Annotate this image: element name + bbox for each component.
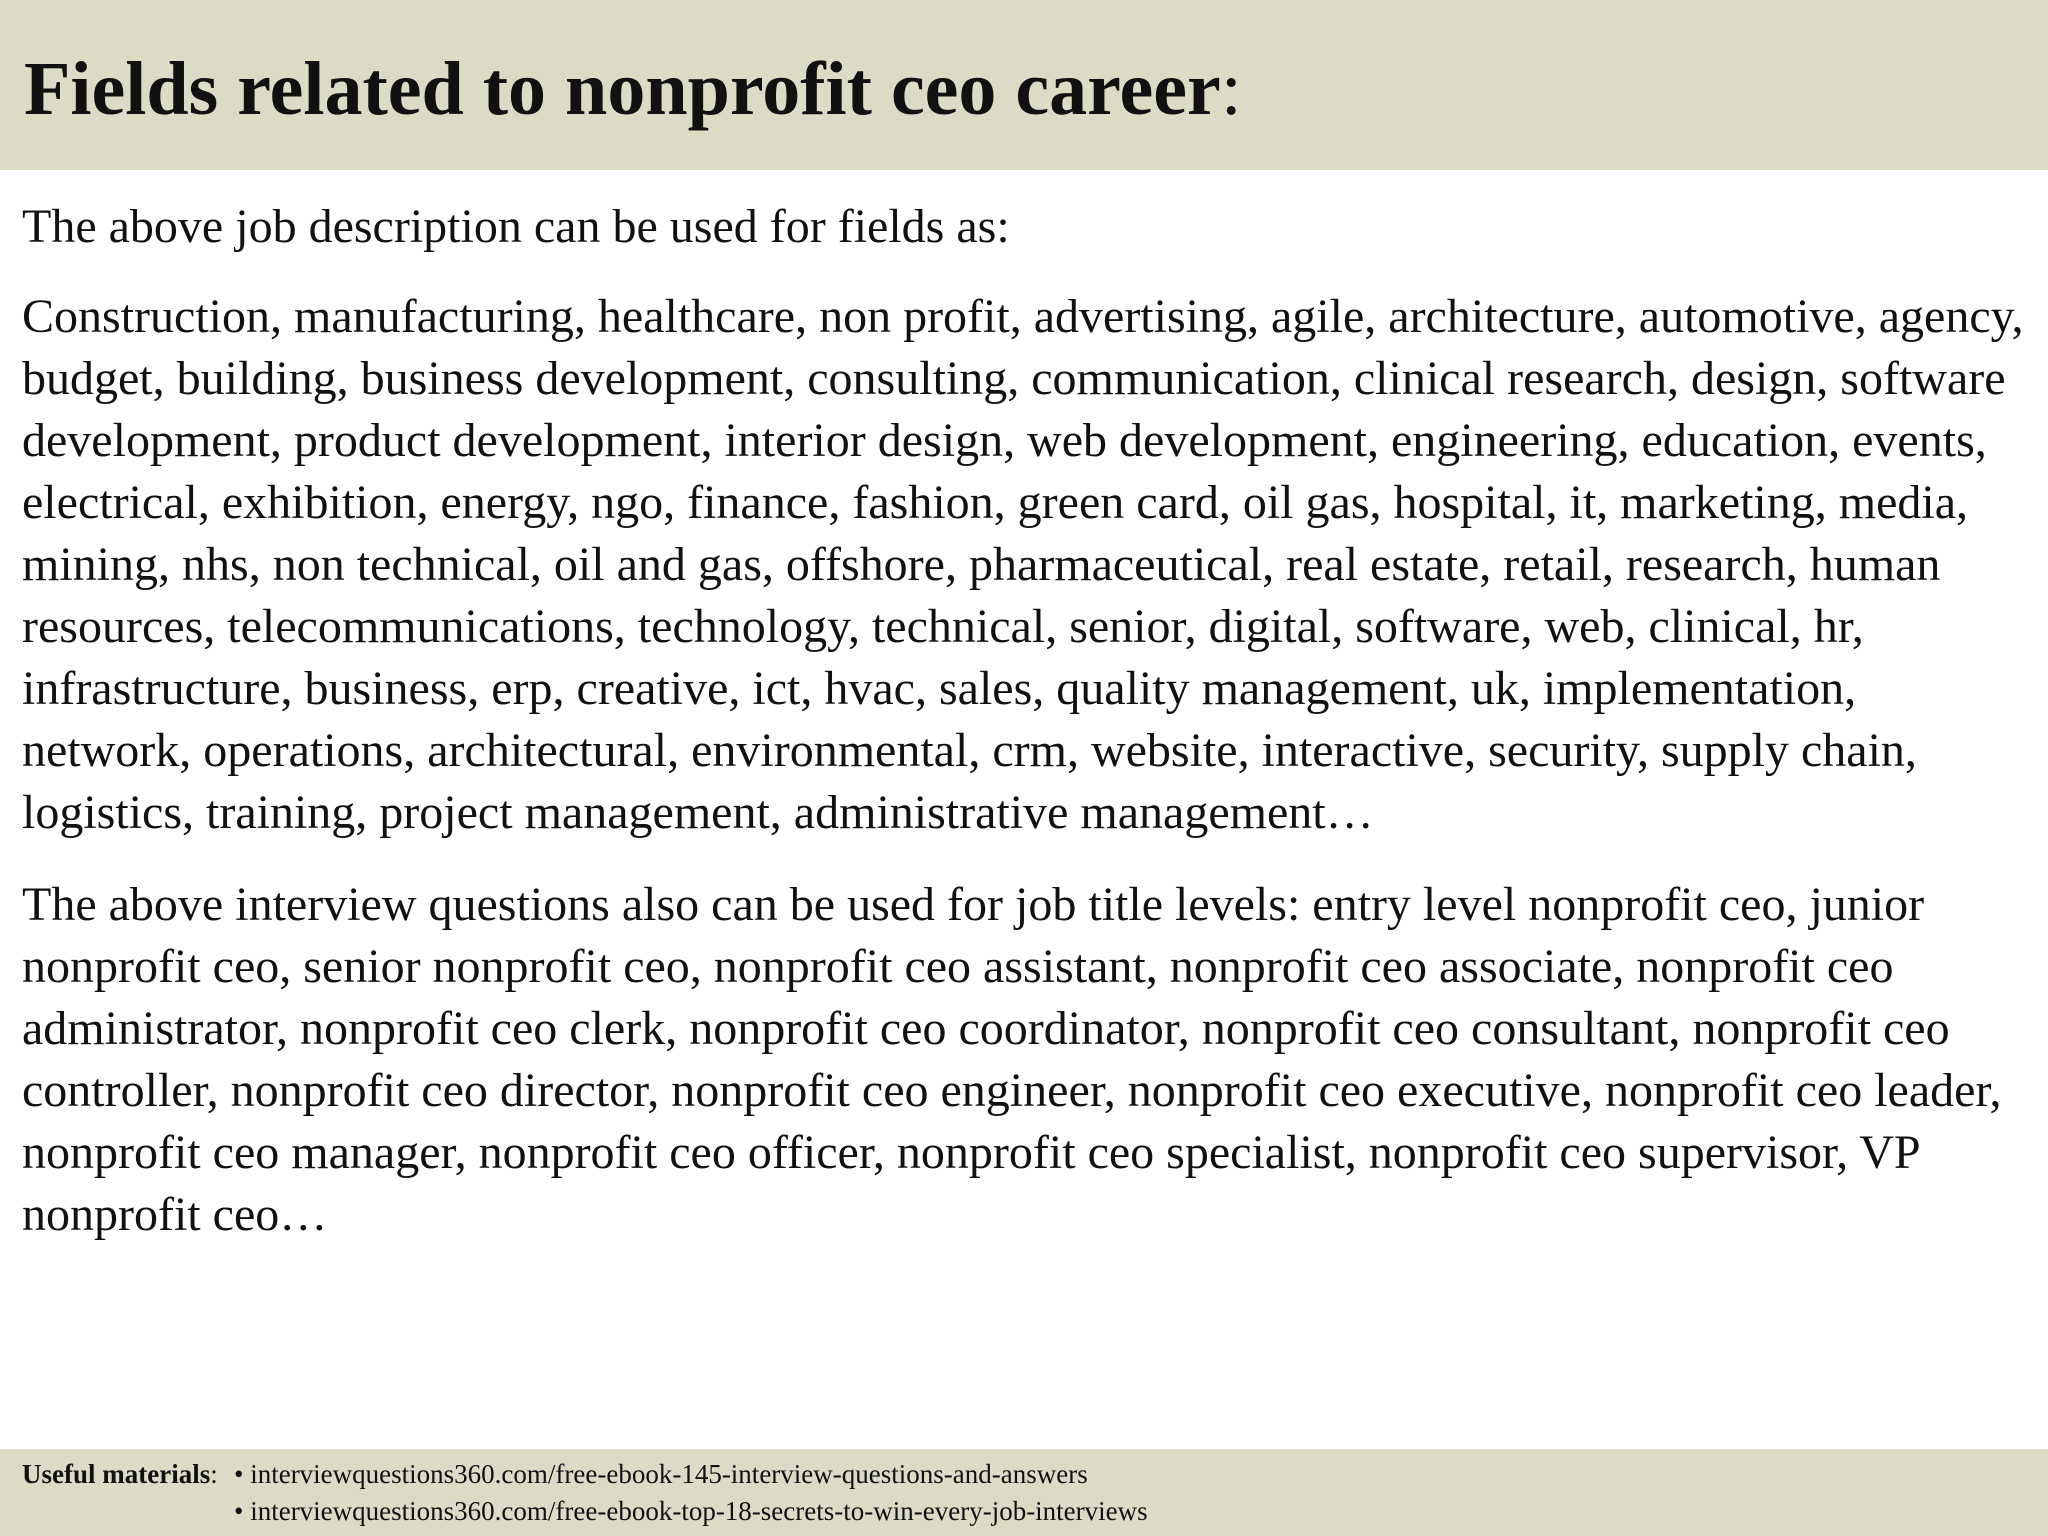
footer-link-ebook-145[interactable]: • interviewquestions360.com/free-ebook-145-interview-questions-and-answers <box>234 1459 1088 1489</box>
fields-paragraph: Construction, manufacturing, healthcare, non profit, advertising, agile, architecture, automotive, agency, budget, building, business development, consulting, communication, clinical research, design, software development, product development, interior design, web development, engineering, education, events, electrical, exhibition, energy, ngo, finance, fashion, green card, oil gas, hospital, it, marketing, media, mining, nhs, non technical, oil and gas, offshore, pharmaceutical, real estate, retail, research, human resources, telecommunications, technology, technical, senior, digital, software, web, clinical, hr, infrastructure, business, erp, creative, ict, hvac, sales, quality management, uk, implementation, network, operations, architectural, environmental, crm, website, interactive, security, supply chain, logistics, training, project management, administrative management… <box>22 290 2024 839</box>
page-title <box>24 44 1242 134</box>
footer-label <box>22 1456 218 1492</box>
footer-label-text: Useful materials <box>22 1459 211 1489</box>
slide-body <box>22 196 2032 1246</box>
job-levels-paragraph: The above interview questions also can be used for job title levels: entry level nonprofit ceo, junior nonprofit ceo, senior nonprofit ceo, nonprofit ceo assistant, nonprofit ceo associate, nonprofit ceo administrator, nonprofit ceo clerk, nonprofit ceo coordinator, nonprofit ceo consultant, nonprofit ceo controller, nonprofit ceo director, nonprofit ceo engineer, nonprofit ceo executive, nonprofit ceo leader, nonprofit ceo manager, nonprofit ceo officer, nonprofit ceo specialist, nonprofit ceo supervisor, VP nonprofit ceo… <box>22 878 2002 1241</box>
page-title-text: Fields related to nonprofit ceo career <box>24 47 1221 131</box>
footer-link-ebook-top-18[interactable]: • interviewquestions360.com/free-ebook-top-18-secrets-to-win-every-job-interviews <box>234 1496 1148 1526</box>
footer-label-colon: : <box>210 1459 218 1489</box>
intro-paragraph: The above job description can be used for fields as: <box>22 200 1010 253</box>
page-title-colon: : <box>1220 47 1242 131</box>
